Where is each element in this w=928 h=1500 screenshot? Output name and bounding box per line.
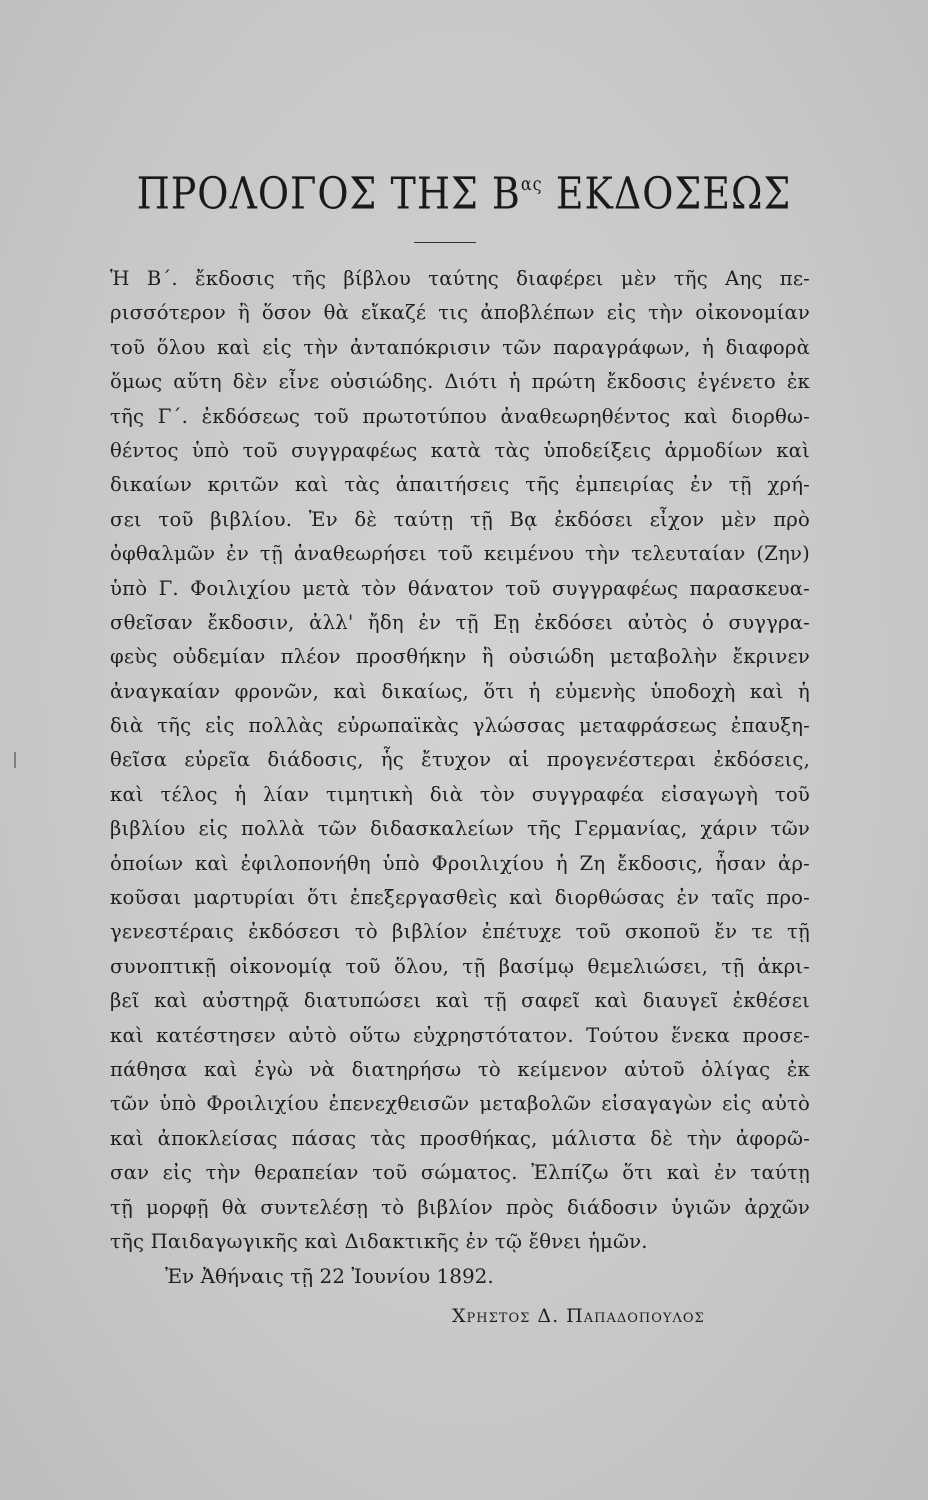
text-line: τῶν ὑπὸ Φροιλιχίου ἐπενεχθεισῶν μεταβολῶν εἰσαγαγὼν εἰς αὐτὸ [110,1092,810,1116]
text-line: θεῖσα εὐρεῖα διάδοσις, ἧς ἔτυχον αἱ προγενέστεραι ἐκδόσεις, [110,748,810,772]
text-line: καὶ τέλος ἡ λίαν τιμητικὴ διὰ τὸν συγγραφέα εἰσαγωγὴ τοῦ [110,782,810,806]
text-line: ἀναγκαίαν φρονῶν, καὶ δικαίως, ὅτι ἡ εὐμενὴς ὑποδοχὴ καὶ ἡ [110,679,810,703]
text-line: καὶ ἀποκλείσας πάσας τὰς προσθήκας, μάλιστα δὲ τὴν ἀφορῶ- [110,1126,810,1150]
text-line: ρισσότερον ἢ ὅσον θὰ εἴκαζέ τις ἀποβλέπων εἰς τὴν οἰκονομίαν [110,301,810,325]
text-line: ὑπὸ Γ. Φοιλιχίου μετὰ τὸν θάνατον τοῦ συγγραφέως παρασκευα- [110,576,810,600]
preface-body [110,262,810,1259]
text-line: πάθησα καὶ ἐγὼ νὰ διατηρήσω τὸ κείμενον αὐτοῦ ὀλίγας ἐκ [110,1057,810,1081]
place-date: Ἐν Ἀθήναις τῇ 22 Ἰουνίου 1892. [165,1264,494,1288]
text-line: σει τοῦ βιβλίου. Ἐν δὲ ταύτῃ τῇ Βᾳ ἐκδόσει εἶχον μὲν πρὸ [110,507,810,531]
text-line: καὶ κατέστησεν αὐτὸ οὕτω εὐχρηστότατον. Τούτου ἕνεκα προσε- [110,1023,810,1047]
text-line: κοῦσαι μαρτυρίαι ὅτι ἐπεξεργασθεὶς καὶ διορθώσας ἐν ταῖς προ- [110,886,810,910]
text-line: βεῖ καὶ αὐστηρᾷ διατυπώσει καὶ τῇ σαφεῖ καὶ διαυγεῖ ἐκθέσει [110,989,810,1013]
title-divider [414,242,476,243]
title-superscript: ας [520,172,543,195]
text-line: συνοπτικῇ οἰκονομίᾳ τοῦ ὅλου, τῇ βασίμῳ θεμελιώσει, τῇ ἀκρι- [110,954,810,978]
text-line: φεὺς οὐδεμίαν πλέον προσθήκην ἢ οὐσιώδη μεταβολὴν ἔκρινεν [110,645,810,669]
page-title [0,168,928,219]
text-line: τοῦ ὅλου καὶ εἰς τὴν ἀνταπόκρισιν τῶν παραγράφων, ἡ διαφορὰ [110,335,810,359]
text-line: βιβλίου εἰς πολλὰ τῶν διδασκαλείων τῆς Γερμανίας, χάριν τῶν [110,817,810,841]
text-line: σαν εἰς τὴν θεραπείαν τοῦ σώματος. Ἐλπίζω ὅτι καὶ ἐν ταύτῃ [110,1161,810,1185]
margin-speck [14,752,16,768]
text-line: ὀφθαλμῶν ἐν τῇ ἀναθεωρήσει τοῦ κειμένου τὴν τελευταίαν (Ζην) [110,542,810,566]
text-line: γενεστέραις ἐκδόσεσι τὸ βιβλίον ἐπέτυχε τοῦ σκοποῦ ἔν τε τῇ [110,920,810,944]
text-line: δικαίων κριτῶν καὶ τὰς ἀπαιτήσεις τῆς ἐμπειρίας ἐν τῇ χρή- [110,473,810,497]
text-line: Ἡ Β΄. ἔκδοσις τῆς βίβλου ταύτης διαφέρει μὲν τῆς Αης πε- [110,267,810,290]
text-line: θέντος ὑπὸ τοῦ συγγραφέως κατὰ τὰς ὑποδείξεις ἁρμοδίων καὶ [110,438,810,462]
text-line: ὅμως αὕτη δὲν εἶνε οὐσιώδης. Διότι ἡ πρώτη ἔκδοσις ἐγένετο ἐκ [110,370,810,394]
text-line: διὰ τῆς εἰς πολλὰς εὐρωπαϊκὰς γλώσσας μεταφράσεως ἐπαυξη- [110,714,810,738]
title-text-end: ΕΚΔΟΣΕΩΣ [555,168,792,219]
text-line: σθεῖσαν ἔκδοσιν, ἀλλ' ἤδη ἐν τῇ Εῃ ἐκδόσει αὐτὸς ὁ συγγρα- [110,610,810,634]
text-line: τῆς Γ΄. ἐκδόσεως τοῦ πρωτοτύπου ἀναθεωρηθέντος καὶ διορθω- [110,404,810,428]
text-line: ὁποίων καὶ ἐφιλοπονήθη ὑπὸ Φροιλιχίου ἡ Ζη ἔκδοσις, ἦσαν ἀρ- [110,851,810,875]
text-line-last: τῆς Παιδαγωγικῆς καὶ Διδακτικῆς ἐν τῷ ἔθνει ἡμῶν. [110,1229,648,1253]
text-line: τῇ μορφῇ θὰ συντελέσῃ τὸ βιβλίον πρὸς διάδοσιν ὑγιῶν ἀρχῶν [110,1195,810,1219]
title-text: ΠΡΟΛΟΓΟΣ ΤΗΣ Β [136,168,521,219]
author-signature: Χρηστος Δ. Παπαδοπουλος [452,1305,705,1327]
